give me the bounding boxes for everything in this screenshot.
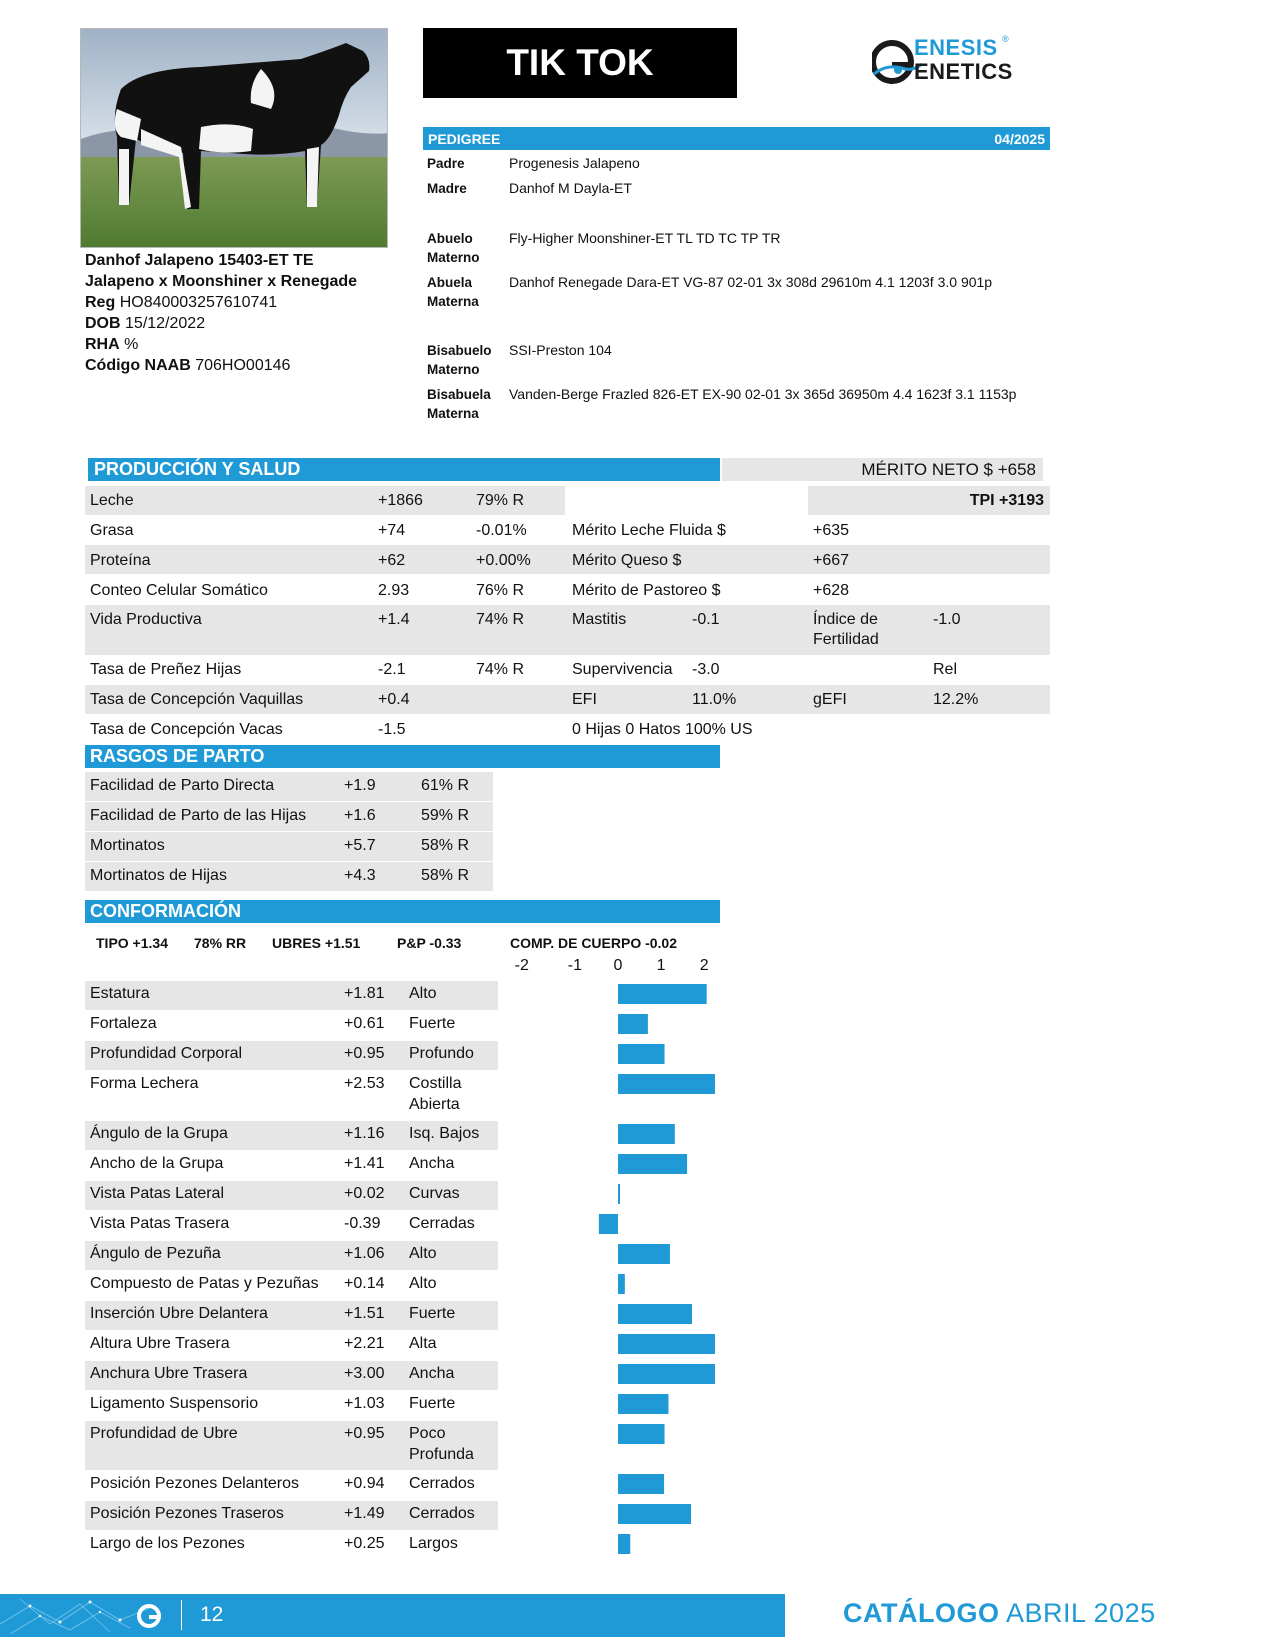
tipo-rel: 78% RR: [194, 935, 247, 951]
conformacion-header: CONFORMACIÓN: [85, 900, 720, 923]
merito-pastoreo-value: +628: [813, 582, 850, 599]
catalog-bold: CATÁLOGO: [843, 1598, 1000, 1628]
conf-trait-descriptor: Curvas: [409, 1185, 460, 1202]
prod-value: 2.93: [378, 582, 410, 599]
prod-rel: -0.01%: [476, 522, 527, 539]
prod-value: +62: [378, 552, 406, 569]
pedigree-key-line: Padre: [427, 156, 465, 171]
conf-bar: [618, 1394, 668, 1414]
pedigree-key-line: Materno: [427, 250, 480, 265]
conf-trait-name: Anchura Ubre Trasera: [90, 1365, 248, 1382]
rha-value: %: [124, 336, 139, 353]
footer-g-logo-icon: [136, 1603, 164, 1629]
prod-name: Proteína: [90, 552, 151, 569]
pedigree-value: Danhof Renegade Dara-ET VG-87 02-01 3x 308d 29610m 4.1 1203f 3.0 901p: [509, 274, 993, 290]
logo-line1: ENESIS: [914, 35, 998, 60]
parto-name: Mortinatos: [90, 837, 165, 854]
prod-name: Conteo Celular Somático: [90, 582, 268, 599]
conf-trait-value: +0.95: [344, 1045, 385, 1062]
conf-bar: [618, 1424, 665, 1444]
conf-trait-value: +1.51: [344, 1305, 385, 1322]
parto-rel: 58% R: [421, 867, 470, 884]
conf-trait-value: +0.95: [344, 1425, 385, 1442]
parto-header: RASGOS DE PARTO: [85, 745, 720, 768]
axis-tick-label: -2: [514, 957, 529, 974]
parto-name: Facilidad de Parto Directa: [90, 777, 275, 794]
pedigree-key-line: Abuela: [427, 275, 473, 290]
axis-tick-label: 1: [656, 957, 666, 974]
hijas-text: 0 Hijas 0 Hatos 100% US: [572, 721, 753, 738]
pedigree-value: Danhof M Dayla-ET: [509, 180, 632, 196]
prod-rel: +0.00%: [476, 552, 531, 569]
naab-label: Código NAAB: [85, 357, 191, 374]
conf-trait-value: +0.02: [344, 1185, 385, 1202]
fertilidad-value: -1.0: [933, 611, 961, 628]
logo-registered: ®: [1002, 34, 1009, 44]
conf-trait-value: +0.61: [344, 1015, 385, 1032]
produccion-header: PRODUCCIÓN Y SALUD: [88, 458, 720, 481]
conf-trait-value: +1.41: [344, 1155, 385, 1172]
conf-trait-descriptor: Ancha: [409, 1365, 455, 1382]
tipo-summary: TIPO +1.34: [96, 935, 168, 951]
prod-value: -2.1: [378, 661, 406, 678]
dob-value: 15/12/2022: [125, 315, 206, 332]
efi-value: 11.0%: [692, 691, 737, 708]
conf-trait-name: Fortaleza: [90, 1015, 157, 1032]
supervivencia-label: Supervivencia: [572, 661, 673, 678]
naab-value: 706HO00146: [195, 357, 291, 374]
prod-name: Grasa: [90, 522, 134, 539]
parto-value: +4.3: [344, 867, 376, 884]
prod-rel: 74% R: [476, 661, 525, 678]
conf-trait-value: +1.81: [344, 985, 385, 1002]
conf-trait-name: Profundidad Corporal: [90, 1045, 243, 1062]
catalog-rest: ABRIL 2025: [1006, 1598, 1156, 1628]
conf-trait-name: Largo de los Pezones: [90, 1535, 245, 1552]
conf-trait-descriptor: Profunda: [409, 1446, 474, 1463]
parto-rel: 59% R: [421, 807, 470, 824]
conf-trait-descriptor: Cerrados: [409, 1505, 475, 1522]
conf-trait-descriptor: Ancha: [409, 1155, 455, 1172]
conf-bar: [618, 1124, 675, 1144]
prod-name: Tasa de Preñez Hijas: [90, 661, 242, 678]
conf-trait-value: +1.16: [344, 1125, 385, 1142]
merito-leche-label: Mérito Leche Fluida $: [572, 522, 726, 539]
comp-summary: COMP. DE CUERPO -0.02: [510, 935, 678, 951]
conf-trait-value: -0.39: [344, 1215, 381, 1232]
pedigree-key-line: Abuelo: [427, 231, 473, 246]
pp-summary: P&P -0.33: [397, 935, 462, 951]
conf-trait-value: +1.06: [344, 1245, 385, 1262]
prod-rel: 76% R: [476, 582, 525, 599]
page-number: 12: [200, 1603, 224, 1626]
pedigree-value: Vanden-Berge Frazled 826-ET EX-90 02-01 3x 365d 36950m 4.4 1623f 3.1 1153p: [509, 386, 1017, 402]
conf-trait-descriptor: Poco: [409, 1425, 446, 1442]
parto-rel: 61% R: [421, 777, 470, 794]
pedigree-key-line: Materna: [427, 406, 479, 421]
conf-trait-value: +3.00: [344, 1365, 385, 1382]
prod-value: +1.4: [378, 611, 410, 628]
conf-trait-descriptor: Alta: [409, 1335, 437, 1352]
prod-value: -1.5: [378, 721, 406, 738]
conf-trait-name: Inserción Ubre Delantera: [90, 1305, 268, 1322]
conf-bar: [618, 1274, 625, 1294]
rel-label: Rel: [933, 661, 958, 678]
logo-line2: ENETICS: [914, 59, 1013, 84]
conf-trait-name: Forma Lechera: [90, 1075, 199, 1092]
prod-value: +0.4: [378, 691, 410, 708]
conf-trait-descriptor: Alto: [409, 1245, 437, 1262]
conf-trait-name: Ángulo de la Grupa: [90, 1125, 228, 1142]
conf-trait-name: Vista Patas Trasera: [90, 1215, 230, 1232]
conf-bar: [618, 1334, 715, 1354]
conf-bar: [618, 1504, 691, 1524]
conf-trait-descriptor: Isq. Bajos: [409, 1125, 480, 1142]
reg-value: HO840003257610741: [119, 294, 278, 311]
conf-trait-name: Compuesto de Patas y Pezuñas: [90, 1275, 319, 1292]
rha-label: RHA: [85, 336, 120, 353]
conf-bar: [618, 1014, 648, 1034]
conf-bar: [618, 984, 707, 1004]
conf-bar: [618, 1154, 687, 1174]
merito-queso-label: Mérito Queso $: [572, 552, 682, 569]
merito-pastoreo-label: Mérito de Pastoreo $: [572, 582, 721, 599]
pedigree-date: 04/2025: [994, 130, 1045, 147]
gefi-label: gEFI: [813, 691, 847, 708]
conf-trait-name: Profundidad de Ubre: [90, 1425, 238, 1442]
conf-bar: [618, 1304, 692, 1324]
merito-queso-value: +667: [813, 552, 850, 569]
conf-trait-descriptor: Fuerte: [409, 1015, 456, 1032]
conf-trait-value: +1.49: [344, 1505, 385, 1522]
prod-value: +74: [378, 522, 406, 539]
conf-trait-value: +0.94: [344, 1475, 385, 1492]
efi-label: EFI: [572, 691, 597, 708]
gefi-value: 12.2%: [933, 691, 979, 708]
prod-name: Leche: [90, 492, 134, 509]
dob-label: DOB: [85, 315, 121, 332]
conf-trait-value: +2.53: [344, 1075, 385, 1092]
pedigree-key-line: Bisabuelo: [427, 343, 492, 358]
footer-bar: [0, 1594, 785, 1637]
pedigree-key-line: Bisabuela: [427, 387, 491, 402]
conf-bar: [618, 1074, 715, 1094]
parto-name: Mortinatos de Hijas: [90, 867, 227, 884]
prod-rel: 79% R: [476, 492, 525, 509]
conf-trait-name: Posición Pezones Delanteros: [90, 1475, 300, 1492]
conf-trait-descriptor: Alto: [409, 985, 437, 1002]
conf-bar: [618, 1244, 670, 1264]
axis-tick-label: 2: [699, 957, 709, 974]
conf-trait-descriptor: Alto: [409, 1275, 437, 1292]
conf-trait-name: Ligamento Suspensorio: [90, 1395, 259, 1412]
pedigree-key-line: Materna: [427, 294, 479, 309]
conf-trait-name: Ancho de la Grupa: [90, 1155, 224, 1172]
merito-leche-value: +635: [813, 522, 850, 539]
conf-bar: [618, 1044, 665, 1064]
conf-trait-name: Vista Patas Lateral: [90, 1185, 225, 1202]
conf-bar: [618, 1364, 715, 1384]
prod-rel: 74% R: [476, 611, 525, 628]
conf-trait-value: +0.25: [344, 1535, 385, 1552]
conf-trait-descriptor: Costilla: [409, 1075, 462, 1092]
animal-name: Danhof Jalapeno 15403-ET TE: [85, 252, 314, 269]
conf-trait-descriptor: Fuerte: [409, 1395, 456, 1412]
conf-bar: [599, 1214, 618, 1234]
parto-value: +5.7: [344, 837, 376, 854]
conf-trait-name: Altura Ubre Trasera: [90, 1335, 230, 1352]
parto-value: +1.6: [344, 807, 376, 824]
reg-label: Reg: [85, 294, 116, 311]
catalog-title: [843, 1596, 1156, 1630]
ubres-summary: UBRES +1.51: [272, 935, 361, 951]
conf-trait-name: Ángulo de Pezuña: [90, 1245, 221, 1262]
conf-trait-descriptor: Largos: [409, 1535, 458, 1552]
conf-trait-value: +0.14: [344, 1275, 385, 1292]
prod-name: Vida Productiva: [90, 611, 202, 628]
pedigree-value: Fly-Higher Moonshiner-ET TL TD TC TP TR: [509, 230, 781, 246]
prod-name: Tasa de Concepción Vacas: [90, 721, 283, 738]
fertilidad-label: Índice de Fertilidad: [813, 611, 879, 648]
axis-tick-label: 0: [613, 957, 623, 974]
conf-trait-name: Posición Pezones Traseros: [90, 1505, 284, 1522]
pedigree-value: SSI-Preston 104: [509, 342, 612, 358]
pedigree-label: PEDIGREE: [428, 130, 501, 147]
conf-trait-name: Estatura: [90, 985, 150, 1002]
conf-trait-descriptor: Fuerte: [409, 1305, 456, 1322]
conf-bar: [618, 1534, 630, 1554]
conf-trait-value: +2.21: [344, 1335, 385, 1352]
prod-value: +1866: [378, 492, 423, 509]
mastitis-label: Mastitis: [572, 611, 627, 628]
parto-rel: 58% R: [421, 837, 470, 854]
parto-value: +1.9: [344, 777, 376, 794]
pedigree-value: Progenesis Jalapeno: [509, 155, 640, 171]
conf-trait-value: +1.03: [344, 1395, 385, 1412]
pedigree-key-line: Madre: [427, 181, 467, 196]
mastitis-value: -0.1: [692, 611, 720, 628]
conf-trait-descriptor: Abierta: [409, 1096, 460, 1113]
conf-bar: [618, 1474, 664, 1494]
merito-neto: MÉRITO NETO $ +658: [861, 460, 1036, 479]
pedigree-key-line: Materno: [427, 362, 480, 377]
parto-name: Facilidad de Parto de las Hijas: [90, 807, 307, 824]
conf-trait-descriptor: Profundo: [409, 1045, 474, 1062]
axis-tick-label: -1: [567, 957, 582, 974]
tpi-value: TPI +3193: [969, 492, 1044, 509]
prod-name: Tasa de Concepción Vaquillas: [90, 691, 304, 708]
supervivencia-value: -3.0: [692, 661, 720, 678]
conf-bar: [618, 1184, 620, 1204]
footer-separator: [181, 1600, 182, 1630]
animal-title: TIK TOK: [423, 28, 737, 98]
animal-cross: Jalapeno x Moonshiner x Renegade: [85, 273, 358, 290]
conf-trait-descriptor: Cerrados: [409, 1475, 475, 1492]
conf-trait-descriptor: Cerradas: [409, 1215, 475, 1232]
